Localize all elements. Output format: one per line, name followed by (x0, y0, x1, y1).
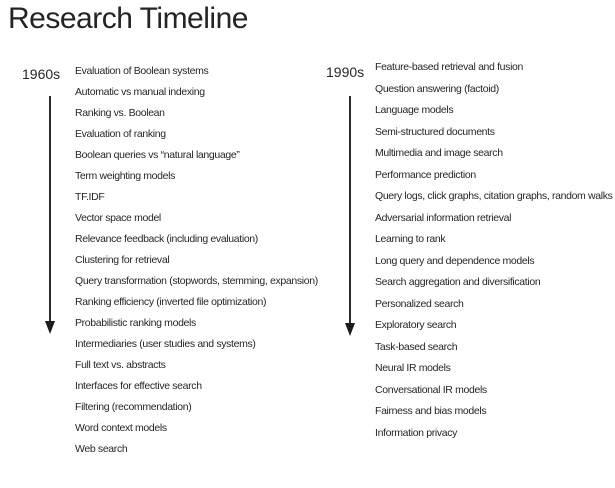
timeline-item: Fairness and bias models (375, 405, 487, 417)
arrow-shaft (349, 96, 351, 323)
timeline-item: Performance prediction (375, 168, 476, 181)
timeline-item: Filtering (recommendation) (75, 401, 192, 413)
timeline-item: Information privacy (375, 426, 458, 439)
slide-title: Research Timeline (8, 2, 248, 35)
timeline-item: Language models (375, 104, 454, 116)
timeline-item: Interfaces for effective search (75, 380, 202, 392)
timeline-item: Evaluation of ranking (75, 128, 166, 140)
timeline-item: Long query and dependence models (375, 254, 535, 267)
timeline-item: Question answering (factoid) (375, 82, 499, 95)
timeline-items-1990s (375, 57, 613, 444)
era-label-1990s: 1990s (326, 64, 365, 80)
timeline-item: Full text vs. abstracts (75, 359, 166, 371)
arrow-head-icon (45, 321, 55, 334)
timeline-item: Evaluation of Boolean systems (75, 65, 209, 77)
timeline-item: Task-based search (375, 340, 458, 353)
timeline-item: Neural IR models (375, 362, 451, 374)
timeline-item: Ranking efficiency (inverted file optimization) (75, 296, 267, 308)
timeline-item: Multimedia and image search (375, 147, 503, 159)
timeline-item: Search aggregation and diversification (375, 276, 541, 288)
timeline-item: Ranking vs. Boolean (75, 107, 165, 119)
timeline-item: TF.IDF (75, 191, 105, 203)
timeline-item: Conversational IR models (375, 383, 487, 396)
timeline-item: Clustering for retrieval (75, 254, 170, 266)
arrow-head-icon (345, 323, 355, 336)
timeline-items-1960s (75, 61, 318, 460)
timeline-item: Exploratory search (375, 319, 457, 331)
arrow-shaft (49, 96, 51, 322)
timeline-item: Query transformation (stopwords, stemming, expansion) (75, 275, 318, 287)
timeline-item: Feature-based retrieval and fusion (375, 61, 524, 73)
timeline-item: Word context models (75, 422, 167, 434)
timeline-item: Web search (75, 443, 128, 455)
timeline-item: Learning to rank (375, 233, 446, 245)
timeline-item: Adversarial information retrieval (375, 211, 512, 224)
era-label-1960s: 1960s (22, 66, 61, 82)
timeline-item: Vector space model (75, 212, 161, 224)
timeline-item: Personalized search (375, 297, 464, 310)
timeline-item: Probabilistic ranking models (75, 317, 196, 329)
timeline-item: Intermediaries (user studies and systems) (75, 338, 256, 350)
timeline-item: Boolean queries vs “natural language” (75, 149, 240, 161)
timeline-item: Semi-structured documents (375, 125, 495, 138)
timeline-item: Query logs, click graphs, citation graphs, random walks (375, 190, 613, 202)
timeline-item: Term weighting models (75, 170, 176, 182)
timeline-item: Relevance feedback (including evaluation) (75, 233, 258, 245)
timeline-item: Automatic vs manual indexing (75, 86, 205, 98)
